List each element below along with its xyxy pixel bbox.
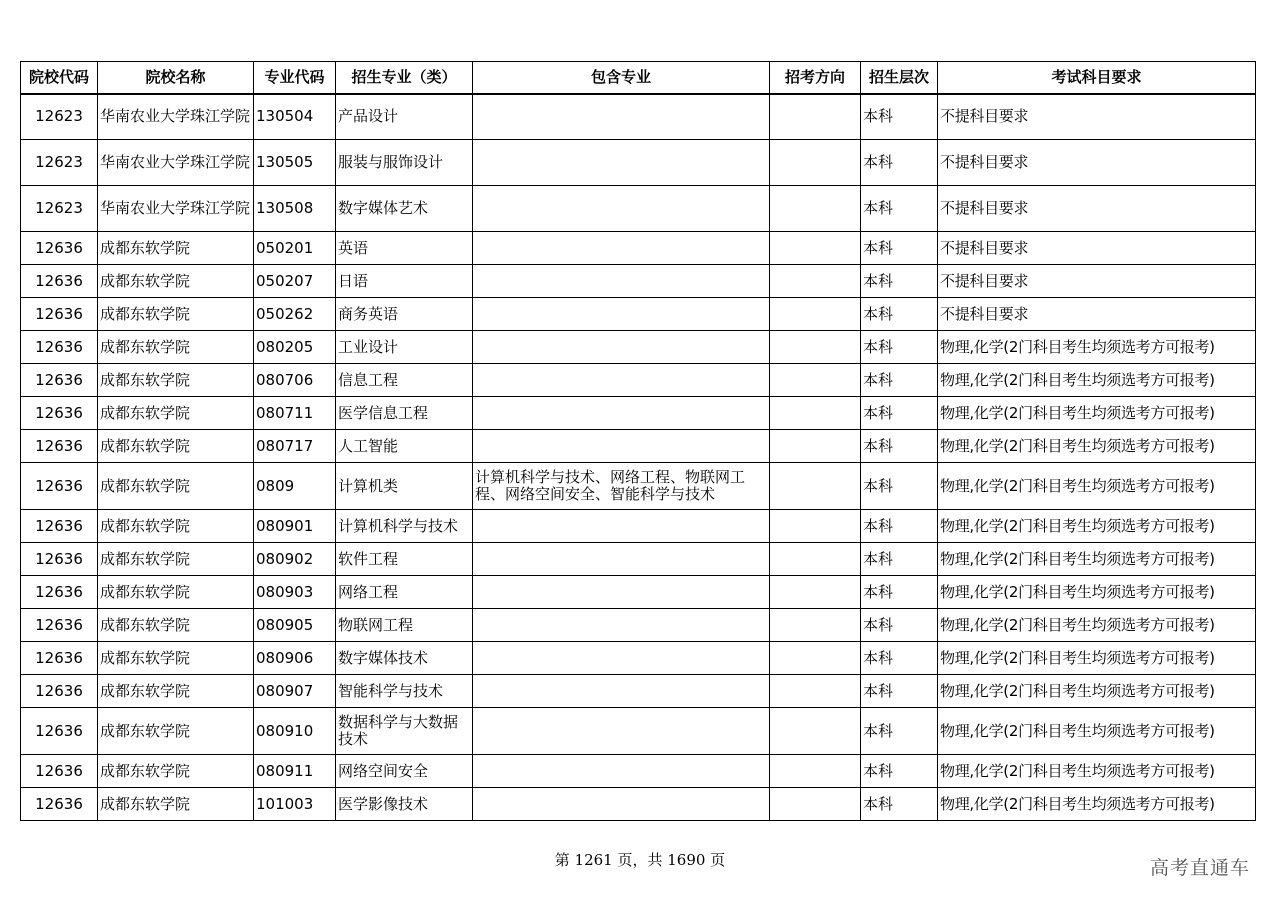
direction-cell: [770, 642, 861, 675]
level-cell: 本科: [861, 397, 938, 430]
school-code-cell: 12636: [21, 642, 98, 675]
included-majors-cell: [473, 140, 770, 186]
subject-requirement-cell: 物理,化学(2门科目考生均须选考方可报考): [938, 755, 1256, 788]
direction-cell: [770, 510, 861, 543]
level-cell: 本科: [861, 675, 938, 708]
direction-cell: [770, 543, 861, 576]
included-majors-cell: [473, 543, 770, 576]
direction-cell: [770, 675, 861, 708]
school-name-cell: 成都东软学院: [98, 232, 254, 265]
level-cell: 本科: [861, 788, 938, 821]
major-cell: 智能科学与技术: [336, 675, 473, 708]
school-code-cell: 12636: [21, 265, 98, 298]
major-cell: 日语: [336, 265, 473, 298]
school-code-cell: 12636: [21, 397, 98, 430]
school-name-cell: 成都东软学院: [98, 298, 254, 331]
direction-cell: [770, 298, 861, 331]
school-name-cell: 成都东软学院: [98, 463, 254, 510]
school-name-cell: 成都东软学院: [98, 788, 254, 821]
subject-requirement-cell: 物理,化学(2门科目考生均须选考方可报考): [938, 576, 1256, 609]
school-name-cell: 成都东软学院: [98, 755, 254, 788]
table-row: [21, 708, 1256, 755]
table-row: [21, 609, 1256, 642]
table-row: [21, 510, 1256, 543]
direction-cell: [770, 430, 861, 463]
included-majors-cell: [473, 265, 770, 298]
major-code-cell: 050201: [254, 232, 336, 265]
subject-requirement-cell: 不提科目要求: [938, 186, 1256, 232]
direction-cell: [770, 232, 861, 265]
direction-cell: [770, 576, 861, 609]
major-code-cell: 130505: [254, 140, 336, 186]
school-code-cell: 12623: [21, 140, 98, 186]
major-cell: 网络空间安全: [336, 755, 473, 788]
major-code-cell: 0809: [254, 463, 336, 510]
major-cell: 医学影像技术: [336, 788, 473, 821]
table-row: [21, 298, 1256, 331]
level-cell: 本科: [861, 510, 938, 543]
direction-cell: [770, 331, 861, 364]
major-code-cell: 080901: [254, 510, 336, 543]
table-row: [21, 94, 1256, 140]
major-code-cell: 080706: [254, 364, 336, 397]
table-row: [21, 576, 1256, 609]
school-name-cell: 成都东软学院: [98, 708, 254, 755]
direction-cell: [770, 186, 861, 232]
school-code-cell: 12636: [21, 510, 98, 543]
included-majors-cell: [473, 708, 770, 755]
major-code-cell: 080906: [254, 642, 336, 675]
header-included-majors: 包含专业: [473, 62, 770, 94]
school-code-cell: 12623: [21, 94, 98, 140]
subject-requirement-cell: 物理,化学(2门科目考生均须选考方可报考): [938, 642, 1256, 675]
included-majors-cell: [473, 788, 770, 821]
school-code-cell: 12636: [21, 755, 98, 788]
school-code-cell: 12636: [21, 364, 98, 397]
subject-requirement-cell: 物理,化学(2门科目考生均须选考方可报考): [938, 430, 1256, 463]
school-name-cell: 成都东软学院: [98, 576, 254, 609]
major-code-cell: 050262: [254, 298, 336, 331]
school-code-cell: 12636: [21, 675, 98, 708]
table-row: [21, 642, 1256, 675]
subject-requirement-cell: 物理,化学(2门科目考生均须选考方可报考): [938, 708, 1256, 755]
school-name-cell: 成都东软学院: [98, 675, 254, 708]
subject-requirement-cell: 不提科目要求: [938, 232, 1256, 265]
school-name-cell: 成都东软学院: [98, 397, 254, 430]
subject-requirement-cell: 物理,化学(2门科目考生均须选考方可报考): [938, 331, 1256, 364]
major-cell: 工业设计: [336, 331, 473, 364]
table-row: [21, 430, 1256, 463]
level-cell: 本科: [861, 94, 938, 140]
level-cell: 本科: [861, 140, 938, 186]
school-code-cell: 12636: [21, 708, 98, 755]
direction-cell: [770, 397, 861, 430]
major-cell: 数据科学与大数据技术: [336, 708, 473, 755]
school-name-cell: 成都东软学院: [98, 331, 254, 364]
major-code-cell: 130504: [254, 94, 336, 140]
header-direction: 招考方向: [770, 62, 861, 94]
major-cell: 人工智能: [336, 430, 473, 463]
subject-requirement-cell: 物理,化学(2门科目考生均须选考方可报考): [938, 675, 1256, 708]
major-code-cell: 101003: [254, 788, 336, 821]
major-code-cell: 080910: [254, 708, 336, 755]
level-cell: 本科: [861, 463, 938, 510]
major-cell: 商务英语: [336, 298, 473, 331]
included-majors-cell: 计算机科学与技术、网络工程、物联网工程、网络空间安全、智能科学与技术: [473, 463, 770, 510]
header-subject-requirement: 考试科目要求: [938, 62, 1256, 94]
level-cell: 本科: [861, 265, 938, 298]
included-majors-cell: [473, 397, 770, 430]
table-row: [21, 675, 1256, 708]
major-cell: 网络工程: [336, 576, 473, 609]
watermark: 高考直通车: [1149, 857, 1250, 879]
header-level: 招生层次: [861, 62, 938, 94]
major-cell: 信息工程: [336, 364, 473, 397]
table-row: [21, 140, 1256, 186]
table-row: [21, 397, 1256, 430]
school-name-cell: 成都东软学院: [98, 510, 254, 543]
subject-requirement-cell: 物理,化学(2门科目考生均须选考方可报考): [938, 609, 1256, 642]
major-cell: 产品设计: [336, 94, 473, 140]
table-row: [21, 788, 1256, 821]
included-majors-cell: [473, 232, 770, 265]
included-majors-cell: [473, 186, 770, 232]
table-row: [21, 364, 1256, 397]
included-majors-cell: [473, 430, 770, 463]
level-cell: 本科: [861, 430, 938, 463]
included-majors-cell: [473, 94, 770, 140]
school-code-cell: 12623: [21, 186, 98, 232]
subject-requirement-cell: 物理,化学(2门科目考生均须选考方可报考): [938, 463, 1256, 510]
major-code-cell: 130508: [254, 186, 336, 232]
direction-cell: [770, 140, 861, 186]
admissions-table: [20, 61, 1256, 821]
school-code-cell: 12636: [21, 609, 98, 642]
level-cell: 本科: [861, 232, 938, 265]
header-row: [21, 62, 1256, 94]
major-cell: 计算机类: [336, 463, 473, 510]
direction-cell: [770, 364, 861, 397]
school-code-cell: 12636: [21, 463, 98, 510]
direction-cell: [770, 265, 861, 298]
level-cell: 本科: [861, 576, 938, 609]
school-name-cell: 华南农业大学珠江学院: [98, 94, 254, 140]
header-major: 招生专业（类）: [336, 62, 473, 94]
direction-cell: [770, 788, 861, 821]
direction-cell: [770, 463, 861, 510]
table-row: [21, 543, 1256, 576]
level-cell: 本科: [861, 543, 938, 576]
level-cell: 本科: [861, 708, 938, 755]
level-cell: 本科: [861, 331, 938, 364]
included-majors-cell: [473, 755, 770, 788]
table-row: [21, 265, 1256, 298]
school-code-cell: 12636: [21, 576, 98, 609]
subject-requirement-cell: 物理,化学(2门科目考生均须选考方可报考): [938, 543, 1256, 576]
major-cell: 医学信息工程: [336, 397, 473, 430]
included-majors-cell: [473, 675, 770, 708]
table-row: [21, 331, 1256, 364]
included-majors-cell: [473, 364, 770, 397]
level-cell: 本科: [861, 642, 938, 675]
direction-cell: [770, 708, 861, 755]
school-name-cell: 华南农业大学珠江学院: [98, 140, 254, 186]
table-row: [21, 186, 1256, 232]
school-code-cell: 12636: [21, 430, 98, 463]
major-cell: 数字媒体艺术: [336, 186, 473, 232]
table-body: [21, 94, 1256, 821]
direction-cell: [770, 94, 861, 140]
major-cell: 物联网工程: [336, 609, 473, 642]
header-major-code: 专业代码: [254, 62, 336, 94]
major-code-cell: 080903: [254, 576, 336, 609]
major-cell: 服装与服饰设计: [336, 140, 473, 186]
subject-requirement-cell: 不提科目要求: [938, 298, 1256, 331]
level-cell: 本科: [861, 298, 938, 331]
table-row: [21, 463, 1256, 510]
included-majors-cell: [473, 510, 770, 543]
included-majors-cell: [473, 298, 770, 331]
level-cell: 本科: [861, 364, 938, 397]
major-code-cell: 050207: [254, 265, 336, 298]
header-school-code: 院校代码: [21, 62, 98, 94]
included-majors-cell: [473, 331, 770, 364]
subject-requirement-cell: 不提科目要求: [938, 94, 1256, 140]
header-school-name: 院校名称: [98, 62, 254, 94]
major-cell: 数字媒体技术: [336, 642, 473, 675]
school-name-cell: 成都东软学院: [98, 430, 254, 463]
page-number: 第 1261 页，共 1690 页: [554, 851, 726, 869]
school-name-cell: 华南农业大学珠江学院: [98, 186, 254, 232]
subject-requirement-cell: 不提科目要求: [938, 265, 1256, 298]
school-name-cell: 成都东软学院: [98, 642, 254, 675]
table-row: [21, 232, 1256, 265]
major-code-cell: 080205: [254, 331, 336, 364]
major-cell: 软件工程: [336, 543, 473, 576]
level-cell: 本科: [861, 609, 938, 642]
school-name-cell: 成都东软学院: [98, 543, 254, 576]
major-code-cell: 080907: [254, 675, 336, 708]
subject-requirement-cell: 物理,化学(2门科目考生均须选考方可报考): [938, 364, 1256, 397]
included-majors-cell: [473, 609, 770, 642]
school-code-cell: 12636: [21, 232, 98, 265]
included-majors-cell: [473, 642, 770, 675]
direction-cell: [770, 755, 861, 788]
major-cell: 计算机科学与技术: [336, 510, 473, 543]
subject-requirement-cell: 物理,化学(2门科目考生均须选考方可报考): [938, 397, 1256, 430]
school-code-cell: 12636: [21, 543, 98, 576]
school-code-cell: 12636: [21, 298, 98, 331]
school-name-cell: 成都东软学院: [98, 609, 254, 642]
school-code-cell: 12636: [21, 788, 98, 821]
level-cell: 本科: [861, 186, 938, 232]
major-cell: 英语: [336, 232, 473, 265]
subject-requirement-cell: 物理,化学(2门科目考生均须选考方可报考): [938, 510, 1256, 543]
major-code-cell: 080717: [254, 430, 336, 463]
subject-requirement-cell: 物理,化学(2门科目考生均须选考方可报考): [938, 788, 1256, 821]
level-cell: 本科: [861, 755, 938, 788]
major-code-cell: 080902: [254, 543, 336, 576]
school-name-cell: 成都东软学院: [98, 265, 254, 298]
major-code-cell: 080905: [254, 609, 336, 642]
table-row: [21, 755, 1256, 788]
subject-requirement-cell: 不提科目要求: [938, 140, 1256, 186]
school-code-cell: 12636: [21, 331, 98, 364]
major-code-cell: 080911: [254, 755, 336, 788]
major-code-cell: 080711: [254, 397, 336, 430]
direction-cell: [770, 609, 861, 642]
included-majors-cell: [473, 576, 770, 609]
school-name-cell: 成都东软学院: [98, 364, 254, 397]
